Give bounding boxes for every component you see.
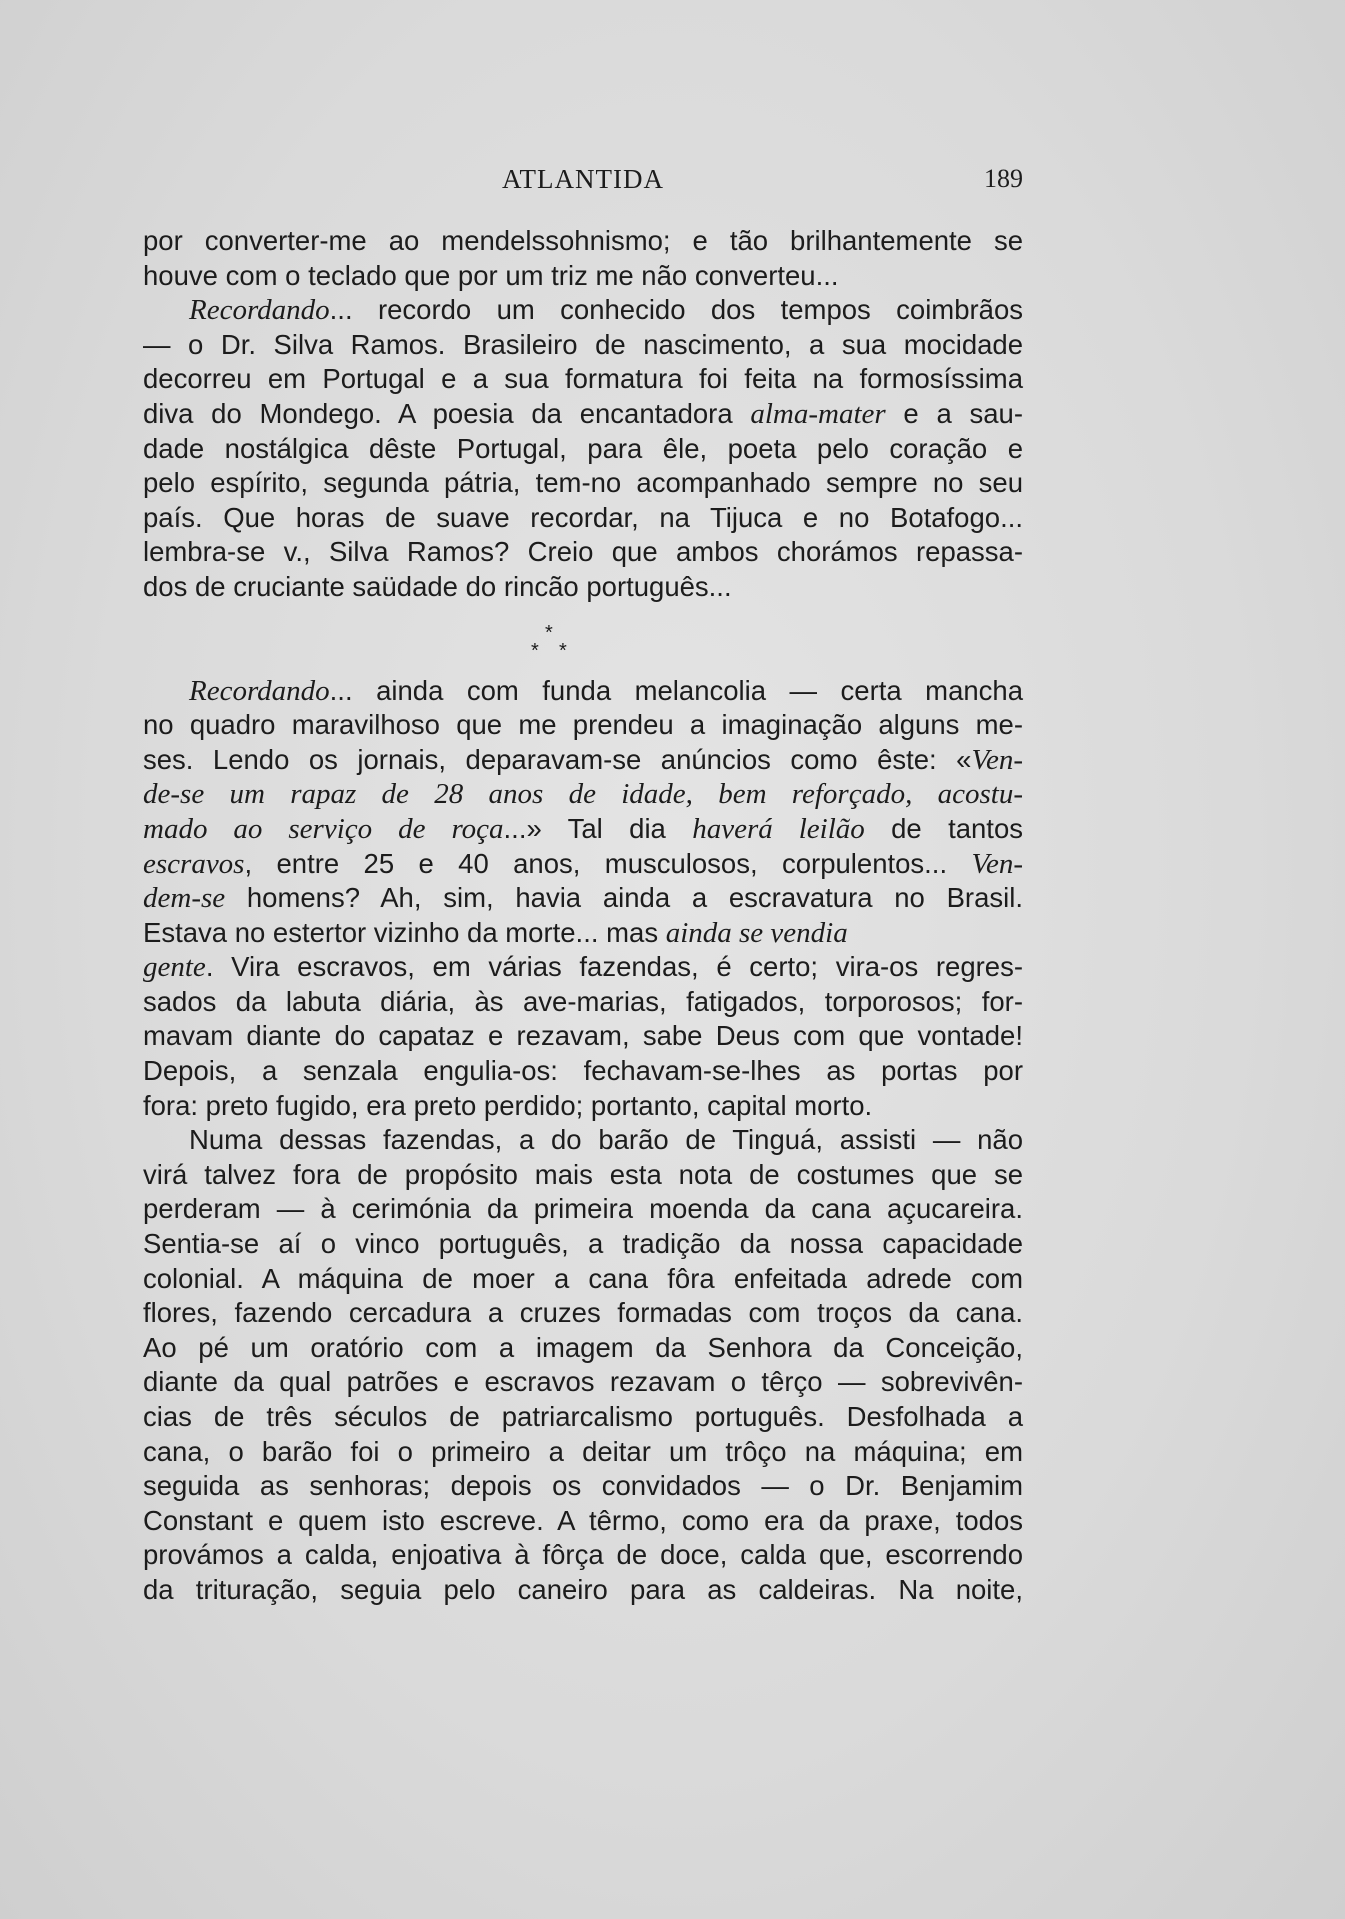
text-line (143, 1262, 1023, 1297)
italic-text: ainda se vendia (665, 916, 848, 949)
text-line (143, 1296, 1023, 1331)
text-line (143, 985, 1023, 1020)
text-line (143, 1227, 1023, 1262)
text-line (143, 1192, 1023, 1227)
text-line (143, 674, 1023, 709)
text-line (143, 224, 1023, 259)
page-header (143, 160, 1023, 196)
italic-text: mado ao serviço de roça (143, 812, 504, 845)
text-run: país. Que horas de suave recordar, na Tijuca e no Botafogo... (143, 501, 1023, 533)
text-run: sados da labuta diária, às ave-marias, fatigados, torporosos; for- (143, 985, 1023, 1017)
section-separator-asterism (143, 605, 1023, 674)
text-run: de tantos (864, 812, 1023, 844)
italic-text: Recordando (189, 294, 330, 327)
text-run: pelo espírito, segunda pátria, tem-no acompanhado sempre no seu (143, 467, 1023, 499)
text-run: , entre 25 e 40 anos, musculosos, corpulentos... (244, 847, 972, 879)
text-run: cana, o barão foi o primeiro a deitar um trôço na máquina; em (143, 1435, 1023, 1467)
text-run: flores, fazendo cercadura a cruzes formadas com troços da cana. (143, 1297, 1023, 1329)
text-run: virá talvez fora de propósito mais esta nota de costumes que se (143, 1158, 1023, 1190)
text-run: diva do Mondego. A poesia da encantadora (143, 397, 751, 429)
text-line (143, 362, 1023, 397)
italic-text: Ven- (971, 847, 1023, 880)
text-line (143, 293, 1023, 328)
text-run: por converter-me ao mendelssohnismo; e tão brilhantemente se (143, 225, 1023, 256)
text-line (143, 708, 1023, 743)
text-run: colonial. A máquina de moer a cana fôra enfeitada adrede com (143, 1262, 1023, 1294)
text-line (143, 570, 1023, 605)
text-line (143, 466, 1023, 501)
text-run: Sentia-se aí o vinco português, a tradição da nossa capacidade (143, 1228, 1023, 1260)
text-run: Ao pé um oratório com a imagem da Senhora da Conceição, (143, 1331, 1023, 1363)
running-title: ATLANTIDA (502, 164, 664, 194)
text-line (143, 812, 1023, 847)
text-line (143, 501, 1023, 536)
text-line (143, 1538, 1023, 1573)
text-line (143, 1089, 1023, 1124)
text-line (143, 881, 1023, 916)
text-run: fora: preto fugido, era preto perdido; portanto, capital morto. (143, 1089, 873, 1121)
text-run: cias de três séculos de patriarcalismo português. Desfolhada a (143, 1401, 1023, 1432)
text-line (143, 432, 1023, 467)
italic-text: Recordando (189, 674, 330, 707)
text-line (143, 1504, 1023, 1539)
text-run: provámos a calda, enjoativa à fôrça de doce, calda que, escorrendo (143, 1539, 1023, 1571)
italic-text: escravos (143, 847, 245, 880)
italic-text: Ven- (971, 743, 1023, 776)
text-run: Constant e quem isto escreve. A têrmo, como era da praxe, todos (143, 1504, 1023, 1536)
text-line (143, 1019, 1023, 1054)
italic-text: alma-mater (750, 397, 886, 430)
text-line (143, 1400, 1023, 1435)
text-run: perderam — à cerimónia da primeira moenda da cana açucareira. (143, 1193, 1023, 1225)
italic-text: de-se um rapaz de 28 anos de idade, bem reforçado, acostu- (143, 778, 1023, 811)
page-number: 189 (984, 164, 1023, 193)
text-line (143, 743, 1023, 778)
text-run: ses. Lendo os jornais, deparavam-se anúncios como êste: « (143, 743, 972, 775)
text-run: da trituração, seguia pelo caneiro para as caldeiras. Na noite, (143, 1573, 1023, 1605)
text-run: no quadro maravilhoso que me prendeu a imaginação alguns me- (143, 709, 1023, 741)
text-line (143, 259, 1023, 294)
text-run: — o Dr. Silva Ramos. Brasileiro de nascimento, a sua mocidade (143, 328, 1023, 360)
text-run: lembra-se v., Silva Ramos? Creio que ambos chorámos repassa- (143, 536, 1023, 568)
text-line (143, 397, 1023, 432)
text-run: dos de cruciante saüdade do rincão português... (143, 570, 732, 602)
asterism-star: * (531, 639, 539, 662)
text-run: dade nostálgica dêste Portugal, para êle, poeta pelo coração e (143, 432, 1023, 464)
text-line (143, 535, 1023, 570)
text-line (143, 1435, 1023, 1470)
text-line (143, 950, 1023, 985)
text-line (143, 328, 1023, 363)
text-run: seguida as senhoras; depois os convidados — o Dr. Benjamim (143, 1470, 1023, 1502)
text-line (143, 1331, 1023, 1366)
text-run: diante da qual patrões e escravos rezavam o têrço — sobrevivên- (143, 1366, 1023, 1398)
text-line (143, 1054, 1023, 1089)
text-run: Depois, a senzala engulia-os: fechavam-se-lhes as portas por (143, 1055, 1023, 1087)
text-run: ... recordo um conhecido dos tempos coimbrãos (329, 294, 1023, 326)
text-line (143, 1469, 1023, 1504)
text-line (143, 916, 1023, 951)
text-run: homens? Ah, sim, havia ainda a escravatura no Brasil. (225, 882, 1023, 914)
text-run: Estava no estertor vizinho da morte... mas (143, 916, 666, 948)
text-run: . Vira escravos, em várias fazendas, é certo; vira-os regres- (205, 951, 1023, 983)
text-line (143, 1573, 1023, 1608)
asterism-star: * (559, 639, 567, 662)
italic-text: gente (143, 951, 206, 984)
text-run: mavam diante do capataz e rezavam, sabe Deus com que vontade! (143, 1020, 1023, 1052)
text-run: ... ainda com funda melancolia — certa mancha (329, 674, 1023, 706)
text-line (143, 777, 1023, 812)
text-run: ...» Tal dia (503, 812, 693, 844)
text-run: decorreu em Portugal e a sua formatura foi feita na formosíssima (143, 363, 1023, 395)
text-run: Numa dessas fazendas, a do barão de Tinguá, assisti — não (189, 1124, 1023, 1156)
italic-text: haverá leilão (692, 812, 865, 845)
text-line (143, 847, 1023, 882)
italic-text: dem-se (143, 882, 226, 915)
text-line (143, 1365, 1023, 1400)
text-line (143, 1158, 1023, 1193)
text-run: houve com o teclado que por um triz me não converteu... (143, 259, 839, 291)
text-run: e a sau- (885, 397, 1023, 429)
text-line (143, 1123, 1023, 1158)
asterism-star: * (545, 621, 553, 644)
body-text (143, 224, 1023, 1608)
